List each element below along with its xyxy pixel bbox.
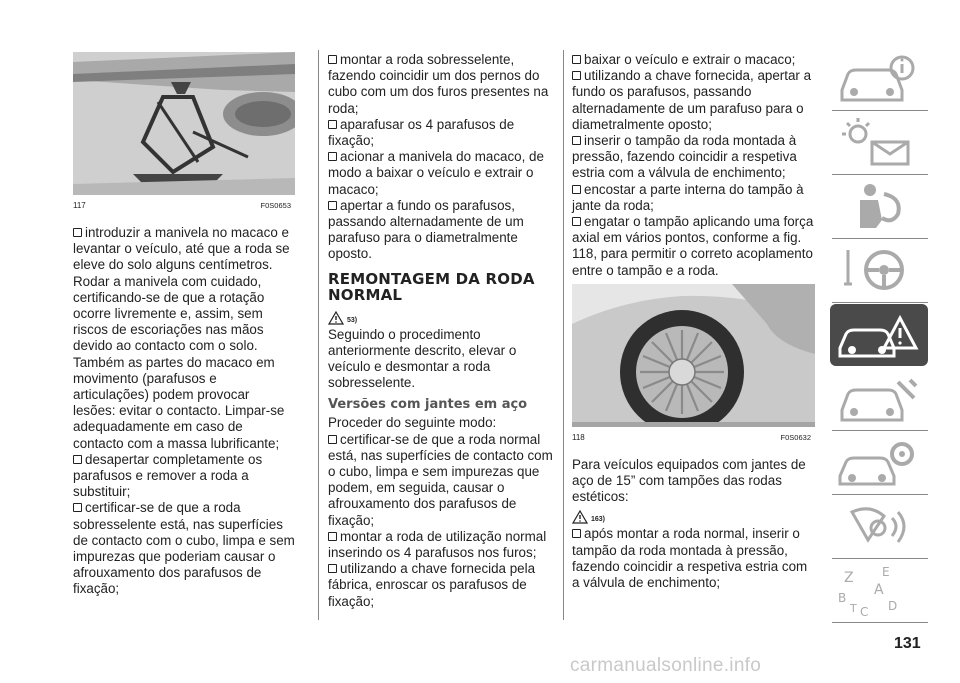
list-item: desapertar completamente os parafusos e remover a roda a substituir; xyxy=(73,451,263,500)
jack-illustration xyxy=(73,52,295,195)
tab-index[interactable] xyxy=(830,560,928,622)
list-item: utilizando a chave fornecida pela fábrica, enroscar os parafusos de fixação; xyxy=(328,561,536,609)
svg-text:Z: Z xyxy=(844,570,854,586)
svg-text:B: B xyxy=(838,591,847,605)
figure-caption xyxy=(572,433,815,443)
checkbox-bullet-icon xyxy=(328,435,337,444)
list-item: introduzir a manivela no macaco e levantar o veículo, até que a roda se eleve do solo alguns centímetros. Rodar a manivela com cuidado, certificando-se de que a rotação ocorre livremente e, assim, sem riscos de escoriações nas mãos devido ao contacto com o solo. Também as partes do macaco em movimento (parafusos e articulações) podem provocar lesões: evitar o contacto. Limpar-se adequadamente em caso de contacto com a massa lubrificante; xyxy=(73,225,290,451)
list-item: certificar-se de que a roda sobresselente está, nas superfícies de contacto com o cubo, limpa e sem impurezas que poderiam causar o afrouxamento dos parafusos de fixação; xyxy=(73,500,295,597)
column-1 xyxy=(73,52,295,598)
column-2 xyxy=(328,52,558,610)
paragraph: Proceder do seguinte modo: xyxy=(328,415,497,431)
list-item: montar a roda sobresselente, fazendo coincidir um dos pernos do cubo com um dos furos presentes na roda; xyxy=(328,52,549,116)
list-item: montar a roda de utilização normal inserindo os 4 parafusos nos furos; xyxy=(328,528,547,561)
checkbox-bullet-icon xyxy=(73,455,82,464)
list-item: engatar o tampão aplicando uma força axial em vários pontos, conforme a fig. 118, para permitir o correto acoplamento entre o tampão e a roda. xyxy=(572,214,814,278)
checkbox-bullet-icon xyxy=(328,564,337,573)
checkbox-bullet-icon xyxy=(572,55,581,64)
warning-triangle-icon xyxy=(328,311,344,325)
figure-code: F0S0653 xyxy=(260,201,291,210)
column-divider xyxy=(563,50,564,620)
index-icon xyxy=(830,560,928,622)
tab-multimedia[interactable] xyxy=(830,496,928,558)
list-item: certificar-se de que a roda normal está, nas superfícies de contacto com o cubo, limpa e sem impurezas que podem, em seguida, causar o afrouxamento dos parafusos de fixação; xyxy=(328,431,553,528)
list-item: após montar a roda normal, inserir o tampão da roda montada à pressão, fazendo coincidir a respetiva estria com a válvula de enchimento; xyxy=(572,526,808,591)
warning-lights-icon xyxy=(830,112,928,174)
safety-airbag-icon xyxy=(830,176,928,238)
checkbox-bullet-icon xyxy=(572,529,581,538)
chapter-tabs xyxy=(830,48,928,624)
svg-text:C: C xyxy=(860,605,869,619)
warning-reference: 163) xyxy=(572,506,815,524)
svg-text:A: A xyxy=(874,582,884,598)
svg-text:D: D xyxy=(888,599,898,613)
warning-reference: 53) xyxy=(328,307,558,325)
checkbox-bullet-icon xyxy=(572,71,581,80)
maintenance-car-icon xyxy=(830,368,928,430)
list-item: encostar a parte interna do tampão à jante da roda; xyxy=(572,181,804,213)
checkbox-bullet-icon xyxy=(328,532,337,541)
steering-wheel-icon xyxy=(830,240,928,302)
car-info-icon xyxy=(830,48,928,110)
checkbox-bullet-icon xyxy=(328,152,337,161)
list-item: baixar o veículo e extrair o macaco; xyxy=(572,52,815,68)
tab-warning-lights[interactable] xyxy=(830,112,928,174)
checkbox-bullet-icon xyxy=(572,217,581,226)
tab-technical-data[interactable] xyxy=(830,432,928,494)
section-heading: REMONTAGEM DA RODA NORMAL xyxy=(328,269,535,304)
svg-text:T: T xyxy=(850,602,857,615)
figure-caption xyxy=(73,201,295,211)
list-item: aparafusar os 4 parafusos de fixação; xyxy=(328,116,515,149)
tab-emergency[interactable] xyxy=(830,304,928,366)
figure-117-jack xyxy=(73,52,295,195)
column-3 xyxy=(572,52,815,591)
paragraph: Para veículos equipados com jantes de aço de 15” com tampões das rodas estéticos: xyxy=(572,456,806,505)
paragraph: Seguindo o procedimento anteriormente descrito, elevar o veículo e desmontar a roda sobresselente. xyxy=(328,326,517,391)
checkbox-bullet-icon xyxy=(328,120,337,129)
figure-code: F0S0632 xyxy=(780,432,811,442)
checkbox-bullet-icon xyxy=(328,55,337,64)
column-divider xyxy=(318,50,319,620)
technical-data-icon xyxy=(830,432,928,494)
checkbox-bullet-icon xyxy=(572,136,581,145)
watermark: carmanualsonline.info xyxy=(570,655,762,676)
subsection-heading: Versões com jantes em aço xyxy=(328,397,528,413)
checkbox-bullet-icon xyxy=(572,185,581,194)
list-item: utilizando a chave fornecida, apertar a fundo os parafusos, passando alternadamente de um parafuso para o diametralmente oposto; xyxy=(572,68,812,132)
tab-safety[interactable] xyxy=(830,176,928,238)
page-number: 131 xyxy=(894,635,921,652)
list-item: apertar a fundo os parafusos, passando alternadamente de um parafuso para o diametralmente oposto. xyxy=(328,197,524,262)
list-item: inserir o tampão da roda montada à pressão, fazendo coincidir a respetiva estria com a válvula de enchimento; xyxy=(572,133,797,181)
warning-triangle-icon xyxy=(572,510,588,524)
emergency-icon xyxy=(830,304,928,366)
multimedia-icon xyxy=(830,496,928,558)
list-item: acionar a manivela do macaco, de modo a baixar o veículo e extrair o macaco; xyxy=(328,149,544,197)
checkbox-bullet-icon xyxy=(73,228,82,237)
tab-driving[interactable] xyxy=(830,240,928,302)
checkbox-bullet-icon xyxy=(328,201,337,210)
tab-maintenance[interactable] xyxy=(830,368,928,430)
svg-text:E: E xyxy=(882,565,890,579)
figure-number: 118 xyxy=(572,432,585,442)
wheel-cover-illustration xyxy=(572,284,815,427)
figure-number: 117 xyxy=(73,201,86,210)
checkbox-bullet-icon xyxy=(73,503,82,512)
tab-car-info[interactable] xyxy=(830,48,928,110)
figure-118-wheel-cover xyxy=(572,284,815,427)
